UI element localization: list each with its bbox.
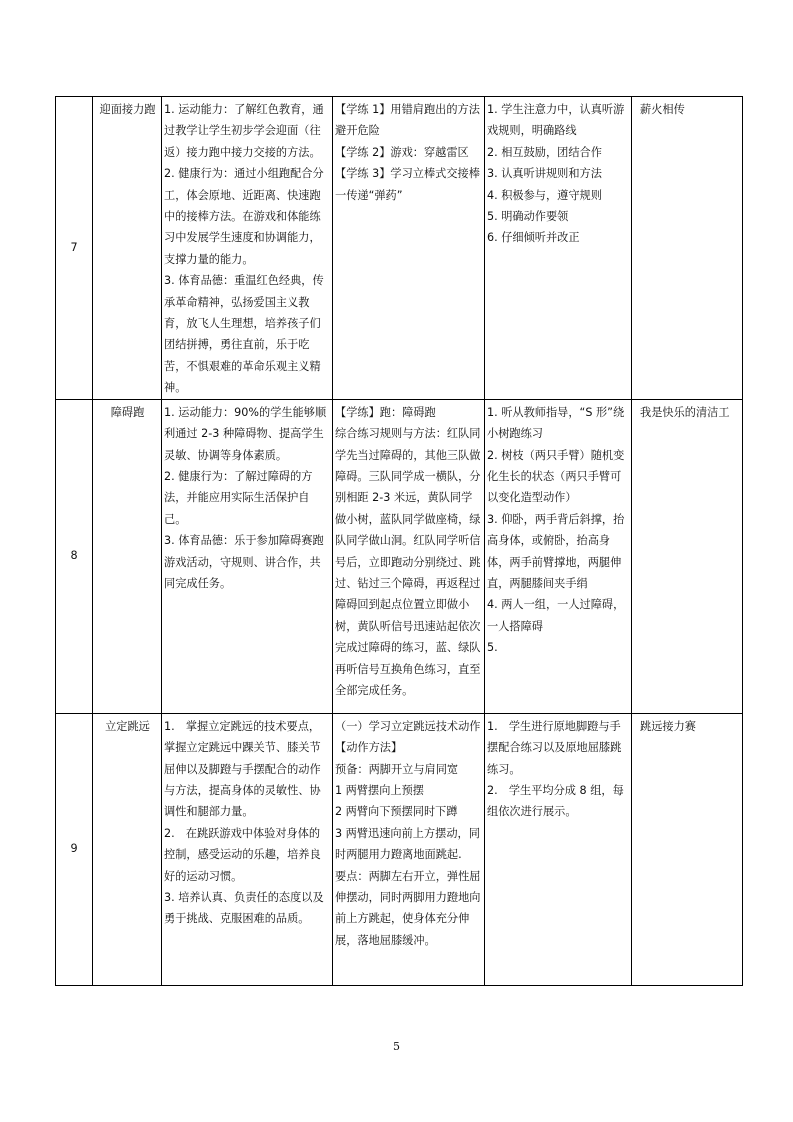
student-item: 2. 相互鼓励，团结合作	[487, 145, 602, 159]
student-item: 5.	[487, 641, 498, 655]
table-row	[56, 713, 743, 985]
content-item: 2 两臂向下预摆同时下蹲	[335, 805, 458, 819]
student-activity-cell	[485, 713, 632, 985]
lesson-name: 障碍跑	[93, 399, 162, 713]
content-item: 1 两臂摆向上预摆	[335, 783, 424, 797]
content-item: 【学练 1】用错肩跑出的方法避开危险	[335, 103, 480, 138]
objective-item: 2. 在跳跃游戏中体验对身体的控制，感受运动的乐趣，培养良好的运动习惯。	[164, 826, 321, 883]
table-row	[56, 97, 743, 400]
student-item: 4. 积极参与，遵守规则	[487, 188, 602, 202]
table-row	[56, 399, 743, 713]
student-item: 2. 树枝（两只手臂）随机变化生长的状态（两只手臂可以变化造型动作）	[487, 448, 625, 505]
student-item: 4. 两人一组，一人过障碍，一人搭障碍	[487, 598, 625, 633]
lesson-name: 迎面接力跑	[93, 97, 162, 400]
student-item: 2. 学生平均分成 8 组，每组依次进行展示。	[487, 783, 624, 819]
objective-item: 3. 培养认真、负责任的态度以及勇于挑战、克服困难的品质。	[164, 890, 324, 926]
game-cell: 薪火相传	[632, 97, 743, 400]
student-item: 3. 认真听讲规则和方法	[487, 167, 602, 181]
content-cell	[333, 97, 485, 400]
student-item: 5. 明确动作要领	[487, 210, 569, 224]
objective-item: 1. 运动能力：90%的学生能够顺利通过 2-3 种障碍物、提高学生灵敏、协调等身体素质。	[164, 405, 327, 462]
student-item: 1. 听从教师指导，“S 形”绕小树跑练习	[487, 405, 625, 441]
objectives-cell	[162, 713, 333, 985]
student-item: 1. 学生注意力中，认真听游戏规则，明确路线	[487, 103, 625, 138]
objective-item: 2. 健康行为：通过小组跑配合分工，体会原地、近距离、快速跑中的接棒方法。在游戏和体能练习中发展学生速度和协调能力，支撑力量的能力。	[164, 167, 324, 266]
student-item: 6. 仔细倾听并改正	[487, 231, 580, 245]
objective-item: 1. 掌握立定跳远的技术要点，掌握立定跳远中踝关节、膝关节屈伸以及脚蹬与手摆配合的动作与方法，提高身体的灵敏性、协调性和腿部力量。	[164, 719, 321, 819]
lesson-number: 9	[56, 713, 93, 985]
content-item: （一）学习立定跳远技术动作	[335, 719, 481, 733]
game-cell: 我是快乐的清洁工	[632, 399, 743, 713]
content-item: 【学练 3】学习立棒式交接棒一传递“弹药”	[335, 167, 480, 202]
objective-item: 1. 运动能力：了解红色教育，通过教学让学生初步学会迎面（往返）接力跑中接力交接的方法。	[164, 103, 324, 159]
content-cell	[333, 399, 485, 713]
lesson-plan-table	[55, 96, 743, 986]
objective-item: 3. 体育品德：乐于参加障碍赛跑游戏活动，守规则、讲合作，共同完成任务。	[164, 534, 324, 590]
game-cell: 跳远接力赛	[632, 713, 743, 985]
content-item: 综合练习规则与方法：红队同学先当过障碍的，其他三队做障碍。三队同学成一横队，分别相距 2-3 米远，黄队同学做小树，蓝队同学做座椅，绿队同学做山洞。红队同学听信号后，立即跑动分别绕过、跳过、钻过三个障碍，再返程过障碍回到起点位置立即做小树，黄队听信号迅速站起依次完成过障碍的练习，蓝、绿队再听信号互换角色练习，直至全部完成任务。	[335, 427, 481, 697]
student-activity-cell	[485, 97, 632, 400]
content-item: 3 两臂迅速向前上方摆动，同时两腿用力蹬离地面跳起.	[335, 826, 480, 862]
page-number: 5	[393, 1040, 400, 1053]
objective-item: 2. 健康行为：了解过障碍的方法，并能应用实际生活保护自己。	[164, 469, 313, 526]
content-item: 【学练 2】游戏：穿越雷区	[335, 145, 469, 159]
student-activity-cell	[485, 399, 632, 713]
student-item: 1. 学生进行原地脚蹬与手摆配合练习以及原地屈膝跳练习。	[487, 719, 622, 776]
content-item: 【学练】跑：障碍跑	[335, 405, 436, 419]
lesson-name: 立定跳远	[93, 713, 162, 985]
lesson-number: 7	[56, 97, 93, 400]
objectives-cell	[162, 399, 333, 713]
content-item: 要点：两脚左右开立，弹性屈伸摆动，同时两脚用力蹬地向前上方跳起，使身体充分伸展，落地屈膝缓冲。	[335, 869, 481, 947]
content-cell	[333, 713, 485, 985]
student-item: 3. 仰卧，两手背后斜撑，抬高身体，或俯卧，抬高身体，两手前臂撑地，两腿伸直，两腿膝间夹手绢	[487, 512, 625, 590]
content-item: 预备：两脚开立与肩同宽	[335, 762, 459, 776]
lesson-number: 8	[56, 399, 93, 713]
objective-item: 3. 体育品德：重温红色经典，传承革命精神，弘扬爱国主义教育，放飞人生理想，培养孩子们团结拼搏，勇往直前，乐于吃苦，不惧艰难的革命乐观主义精神。	[164, 274, 324, 395]
content-item: 【动作方法】	[335, 741, 403, 755]
objectives-cell	[162, 97, 333, 400]
